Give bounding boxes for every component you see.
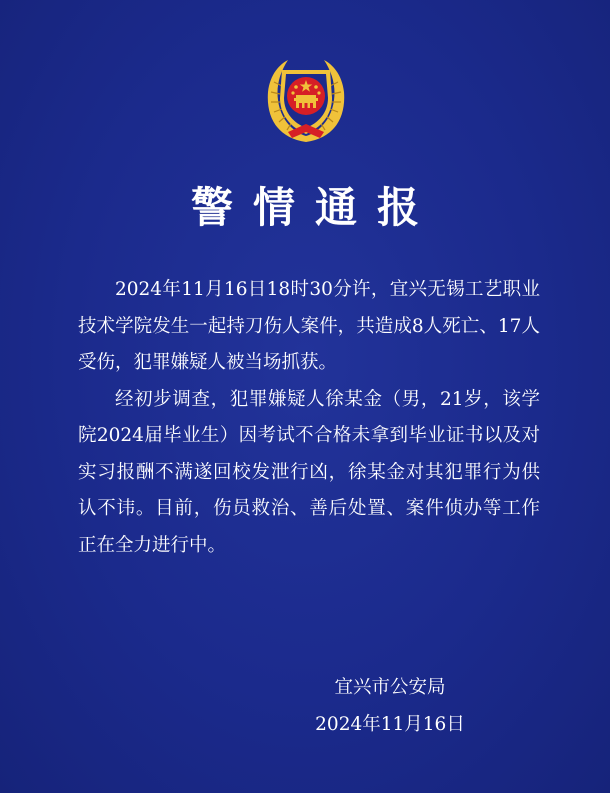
- issue-date: 2024年11月16日: [315, 714, 465, 735]
- notice-paragraph-2: 经初步调查，犯罪嫌疑人徐某金（男，21岁，该学院2024届毕业生）因考试不合格未拿到毕业证书以及对实习报酬不满遂回校发泄行凶，徐某金对其犯罪行为供认不讳。目前，伤员救治、善后处置、案件侦办等工作正在全力进行中。: [78, 388, 540, 556]
- police-emblem-icon: [258, 52, 354, 148]
- notice-title: 警情通报: [190, 183, 439, 232]
- issuer-signature: 宜兴市公安局: [334, 677, 446, 698]
- notice-paragraph-1: 2024年11月16日18时30分许，宜兴无锡工艺职业技术学院发生一起持刀伤人案件，共造成8人死亡、17人受伤，犯罪嫌疑人被当场抓获。: [78, 279, 540, 373]
- notice-body: [78, 272, 540, 564]
